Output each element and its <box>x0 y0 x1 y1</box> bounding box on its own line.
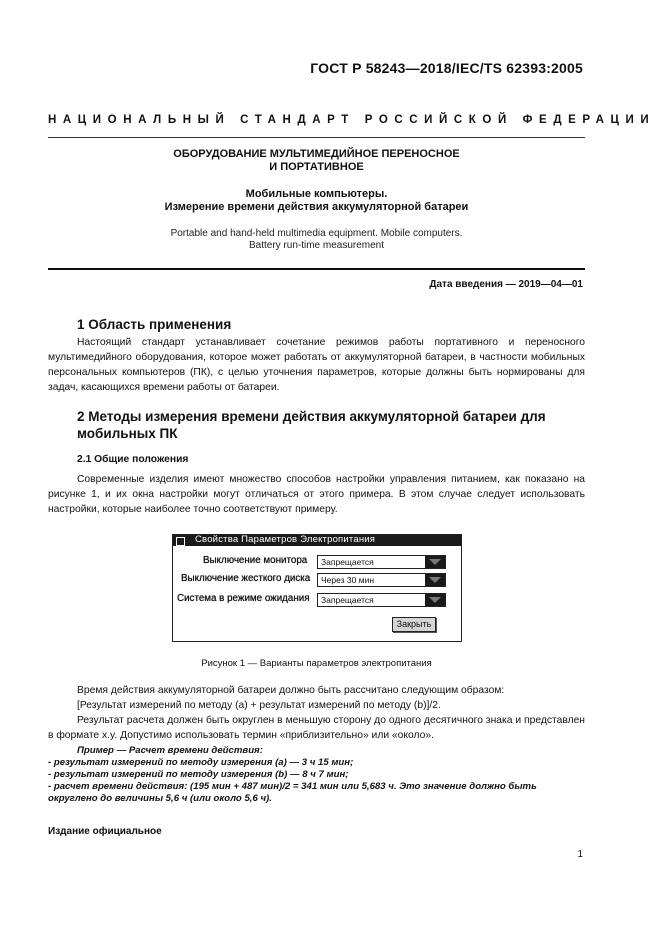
example-title: Пример — Расчет времени действия: <box>77 745 263 756</box>
english-title <box>48 228 585 252</box>
example-item3: - расчет времени действия: (195 мин + 487 мин)/2 = 341 мин или 5,683 ч. Это значение должно быть округлено до величины 5,6 ч (или около 5,6 ч). <box>48 781 537 804</box>
section2-1-heading: 2.1 Общие положения <box>77 454 189 465</box>
main-title-line1: ОБОРУДОВАНИЕ МУЛЬТИМЕДИЙНОЕ ПЕРЕНОСНОЕ <box>173 148 460 160</box>
english-title-line2: Battery run-time measurement <box>248 240 385 251</box>
subtitle-line1: Мобильные компьютеры. <box>245 188 388 200</box>
top-divider <box>48 137 585 138</box>
disk-off-label: Выключение жесткого диска <box>181 573 311 584</box>
section2-heading-line1: 2 Методы измерения времени действия аккумуляторной батареи для <box>77 409 546 424</box>
edition-label: Издание официальное <box>48 826 162 837</box>
subtitle-line2: Измерение времени действия аккумуляторной батареи <box>164 201 469 213</box>
section1-heading: 1 Область применения <box>77 317 232 332</box>
monitor-off-label: Выключение монитора <box>203 555 308 566</box>
example-item2: - результат измерений по методу измерения (b) — 8 ч 7 мин; <box>48 769 349 780</box>
close-button[interactable]: Закрыть <box>392 617 436 632</box>
standby-label: Система в режиме ожидания <box>177 593 310 604</box>
standby-select[interactable] <box>317 593 446 607</box>
main-title <box>48 148 585 174</box>
dialog-title-bar <box>173 535 461 546</box>
title-divider <box>48 268 585 270</box>
introduction-date: Дата введения — 2019—04—01 <box>429 279 583 290</box>
disk-off-value: Через 30 мин <box>321 575 375 585</box>
standby-value: Запрещается <box>321 595 374 605</box>
chevron-down-icon[interactable] <box>425 574 445 586</box>
document-code: ГОСТ Р 58243—2018/IEC/TS 62393:2005 <box>310 60 583 76</box>
chevron-down-icon[interactable] <box>425 556 445 568</box>
page-number: 1 <box>577 849 583 860</box>
figure-caption: Рисунок 1 — Варианты параметров электропитания <box>201 658 432 669</box>
dialog-title: Свойства Параметров Электропитания <box>195 534 376 545</box>
section1-text: Настоящий стандарт устанавливает сочетание режимов работы портативного и переносного мультимедийного оборудования, которое может работать от аккумуляторной батареи, в частности мобильных персональных компьютеров (ПК), с целью уточнения параметров, которые должны быть нормированы для задач, касающихся времени работы от батареи. <box>48 337 585 393</box>
english-title-line1: Portable and hand-held multimedia equipment. Mobile computers. <box>170 228 463 239</box>
power-options-dialog <box>172 534 462 642</box>
calc-line1: Время действия аккумуляторной батареи должно быть рассчитано следующим образом: <box>77 685 505 696</box>
section2-1-text: Современные изделия имеют множество способов настройки управления питанием, как показано на рисунке 1, и их окна настройки могут отличаться от этого примера. В этом случае следует использовать настройки, которые наиболее точно соответствуют примеру. <box>48 474 585 515</box>
window-menu-icon[interactable] <box>176 537 185 546</box>
subtitle <box>48 188 585 214</box>
monitor-off-row <box>173 555 461 568</box>
standby-row <box>173 593 461 606</box>
monitor-off-select[interactable] <box>317 555 446 569</box>
calc-line2: [Результат измерений по методу (а) + результат измерений по методу (b)]/2. <box>77 700 441 711</box>
national-standard-banner: НАЦИОНАЛЬНЫЙ СТАНДАРТ РОССИЙСКОЙ ФЕДЕРАЦИИ <box>48 114 656 126</box>
disk-off-row <box>173 573 461 586</box>
disk-off-select[interactable] <box>317 573 446 587</box>
chevron-down-icon[interactable] <box>425 594 445 606</box>
section2-heading <box>77 408 546 442</box>
section2-heading-line2: мобильных ПК <box>77 426 178 441</box>
main-title-line2: И ПОРТАТИВНОЕ <box>269 161 364 173</box>
calc-line3: Результат расчета должен быть округлен в меньшую сторону до одного десятичного знака и представлен в формате x.y. Допустимо использовать термин «приблизительно» или «около». <box>48 715 585 741</box>
example-item1: - результат измерений по методу измерения (а) — 3 ч 15 мин; <box>48 757 354 768</box>
monitor-off-value: Запрещается <box>321 557 374 567</box>
